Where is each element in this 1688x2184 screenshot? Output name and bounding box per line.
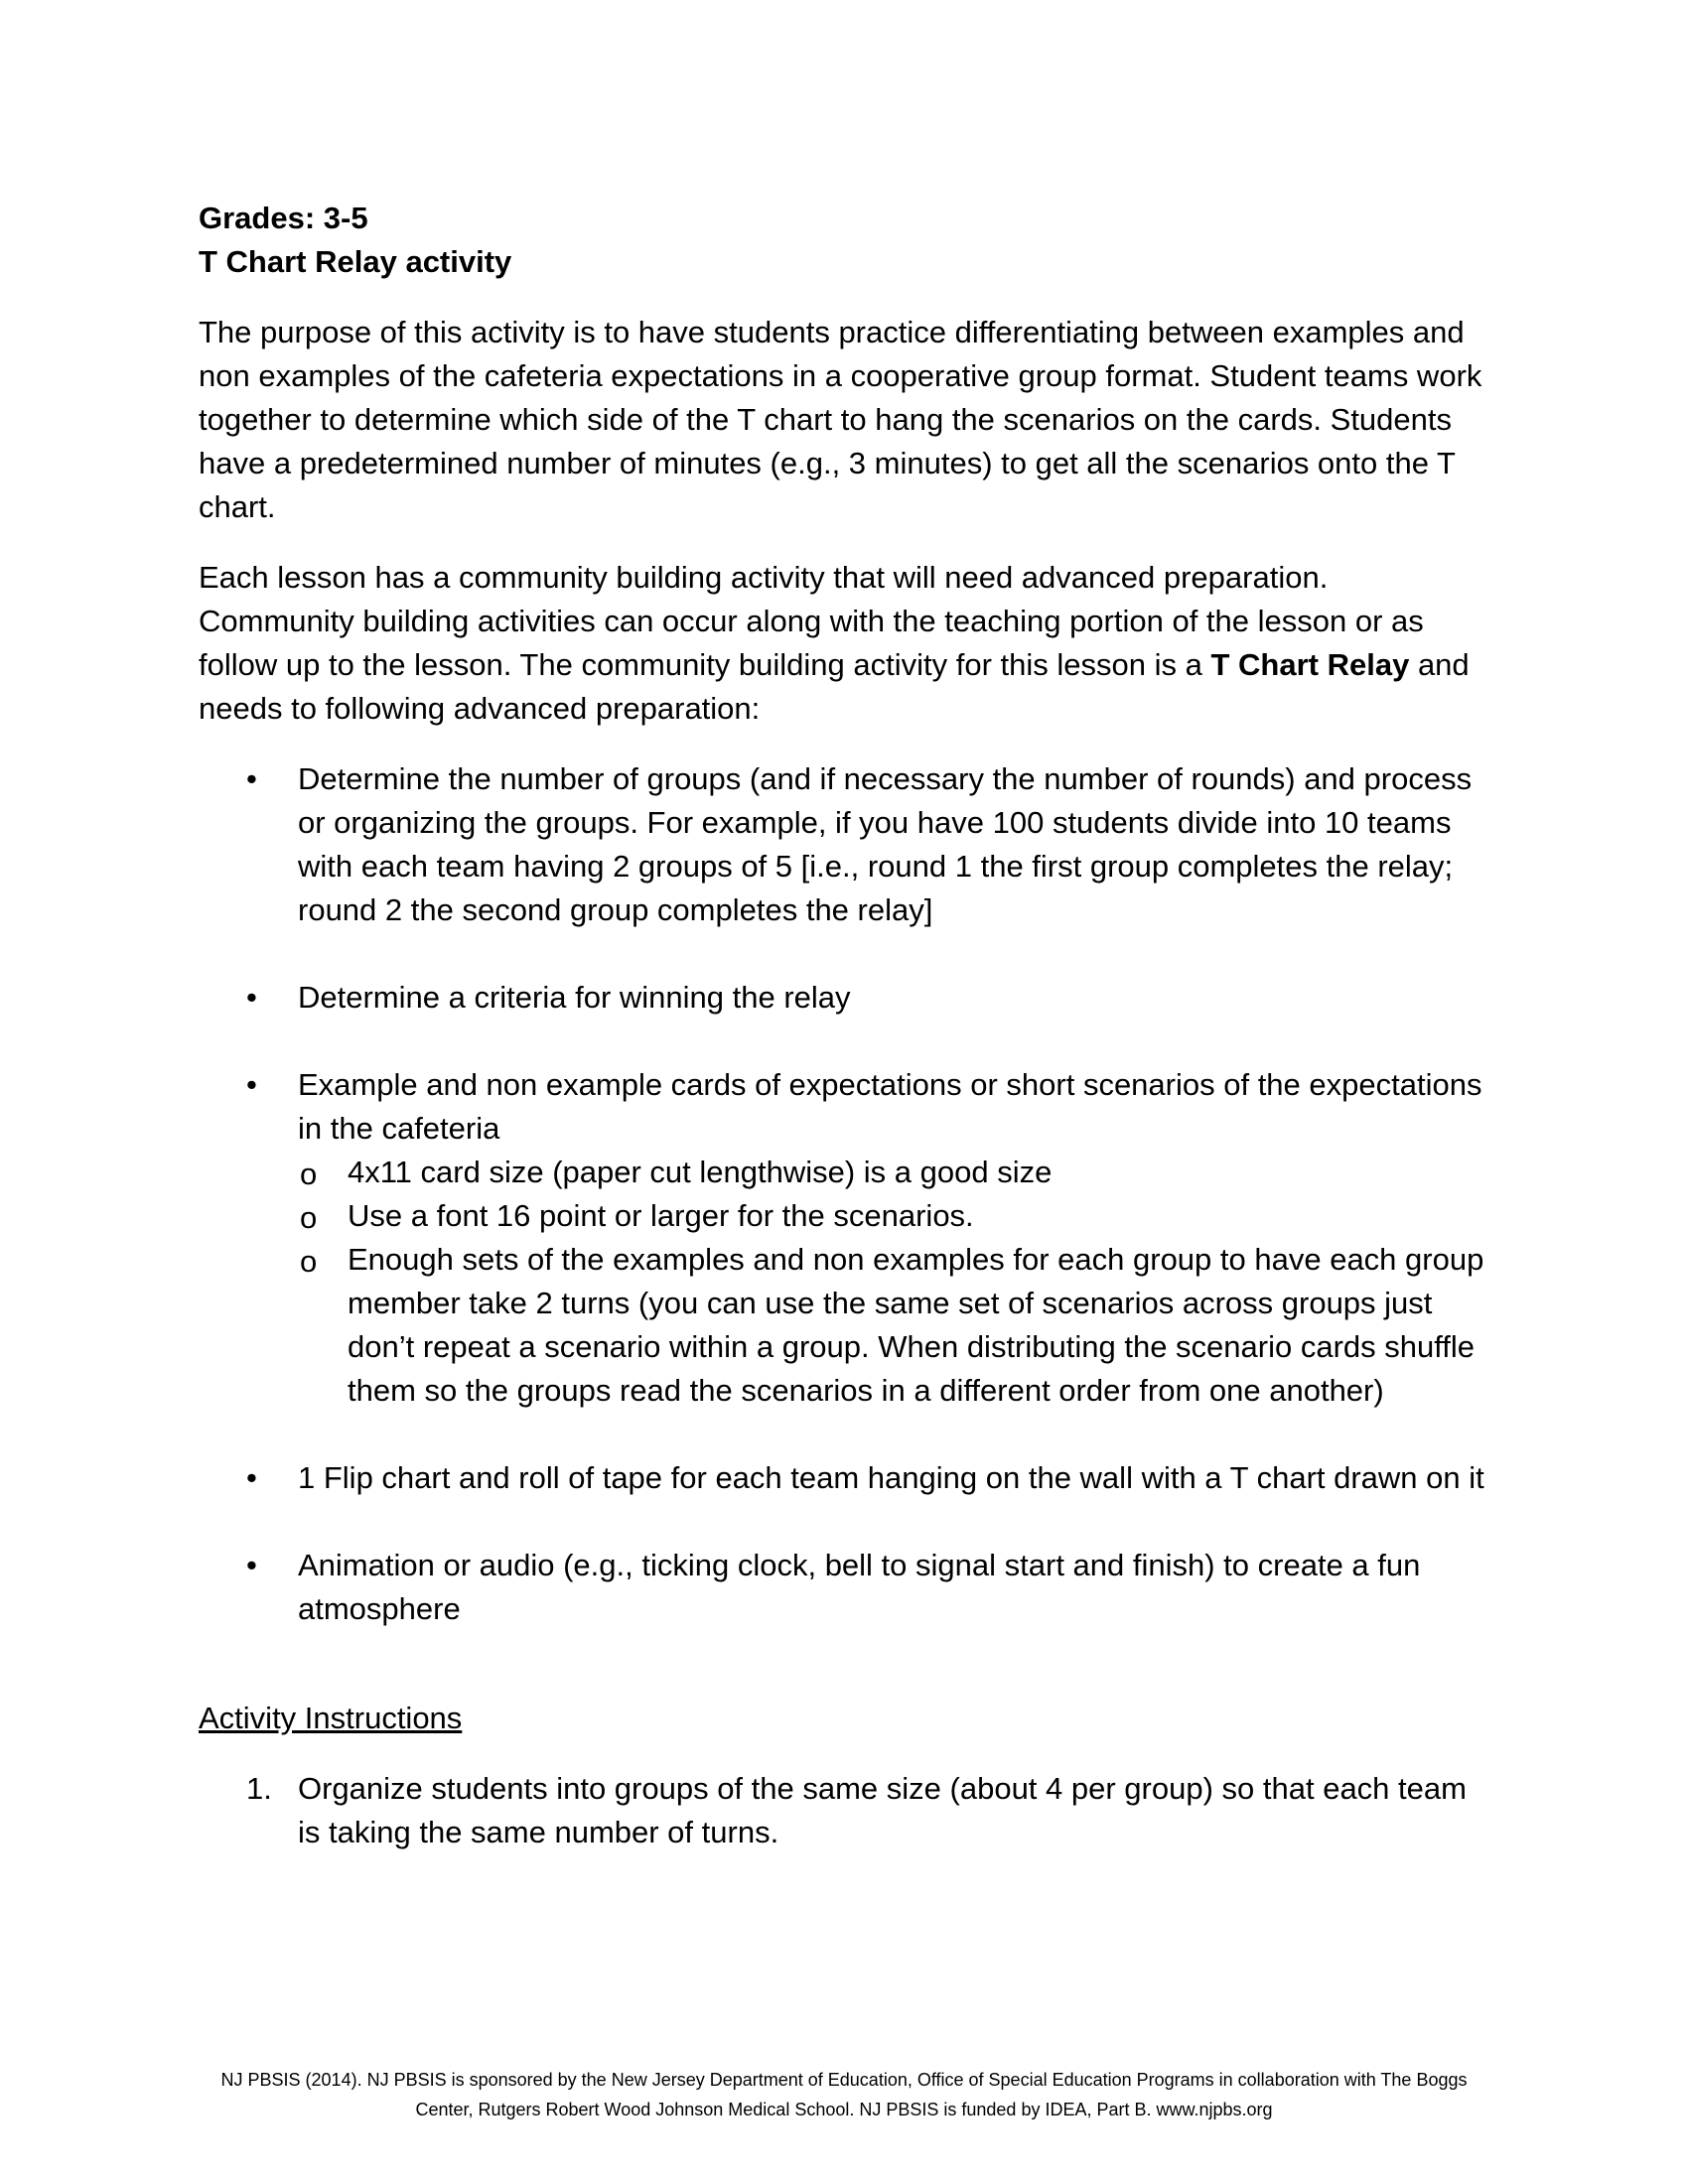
bullet-marker: • [246, 1067, 257, 1102]
sub-list-item [298, 1238, 1489, 1413]
list-item [199, 976, 1489, 1020]
sub-bullet-marker: o [300, 1157, 318, 1191]
activity-title: T Chart Relay activity [199, 244, 512, 279]
document-page [199, 197, 1489, 1854]
preparation-paragraph [199, 556, 1489, 731]
bullet-marker: • [246, 980, 257, 1015]
sub-list-item [298, 1194, 1489, 1238]
preparation-list [199, 757, 1489, 1631]
list-item-text: Example and non example cards of expectations or short scenarios of the expectations in the cafeteria [298, 1067, 1482, 1146]
intro-paragraph: The purpose of this activity is to have students practice differentiating between examples and non examples of the cafeteria expectations in a cooperative group format. Student teams work together to determine which side of the T chart to hang the scenarios on the cards. Students have a predetermined number of minutes (e.g., 3 minutes) to get all the scenarios onto the T chart. [199, 315, 1482, 524]
sub-bullet-marker: o [300, 1200, 318, 1235]
list-item [199, 1544, 1489, 1631]
step-number: 1. [246, 1771, 272, 1806]
sub-list-item-text: Enough sets of the examples and non examples for each group to have each group member take 2 turns (you can use the same set of scenarios across groups just don’t repeat a scenario within a group. When distributing the scenario cards shuffle them so the groups read the scenarios in a different order from one another) [348, 1242, 1484, 1408]
bullet-marker: • [246, 761, 257, 796]
instruction-step [199, 1767, 1489, 1854]
page-footer [179, 2065, 1509, 2124]
step-text: Organize students into groups of the same size (about 4 per group) so that each team is taking the same number of turns. [298, 1771, 1467, 1849]
list-item [199, 757, 1489, 932]
sub-list-item-text: 4x11 card size (paper cut lengthwise) is a good size [348, 1155, 1053, 1189]
bullet-marker: • [246, 1548, 257, 1582]
list-item [199, 1456, 1489, 1500]
activity-instructions-heading: Activity Instructions [199, 1701, 463, 1735]
footer-line-1: NJ PBSIS (2014). NJ PBSIS is sponsored by the New Jersey Department of Education, Office of Special Education Programs in collaboration with The Boggs [220, 2070, 1468, 2090]
instructions-list [199, 1767, 1489, 1854]
footer-line-2: Center, Rutgers Robert Wood Johnson Medical School. NJ PBSIS is funded by IDEA, Part B. www.njpbs.org [415, 2100, 1273, 2119]
grades-heading: Grades: 3-5 [199, 201, 368, 235]
bullet-marker: • [246, 1460, 257, 1495]
list-item-text: Determine the number of groups (and if necessary the number of rounds) and process or organizing the groups. For example, if you have 100 students divide into 10 teams with each team having 2 groups of 5 [i.e., round 1 the first group completes the relay; round 2 the second group completes the relay] [298, 761, 1473, 927]
preparation-text-after: and needs to following advanced preparation: [199, 647, 1470, 726]
list-item-text: 1 Flip chart and roll of tape for each team hanging on the wall with a T chart drawn on it [298, 1460, 1484, 1495]
list-item-text: Determine a criteria for winning the relay [298, 980, 851, 1015]
sub-list [298, 1151, 1489, 1413]
preparation-text-before: Each lesson has a community building activity that will need advanced preparation. Community building activities can occur along with the teaching portion of the lesson or as follow up to the lesson. The community building activity for this lesson is a [199, 560, 1424, 682]
sub-bullet-marker: o [300, 1244, 318, 1279]
sub-list-item [298, 1151, 1489, 1194]
list-item-text: Animation or audio (e.g., ticking clock, bell to signal start and finish) to create a fun atmosphere [298, 1548, 1421, 1626]
preparation-bold-term: T Chart Relay [1210, 647, 1410, 682]
sub-list-item-text: Use a font 16 point or larger for the scenarios. [348, 1198, 974, 1233]
list-item [199, 1063, 1489, 1413]
